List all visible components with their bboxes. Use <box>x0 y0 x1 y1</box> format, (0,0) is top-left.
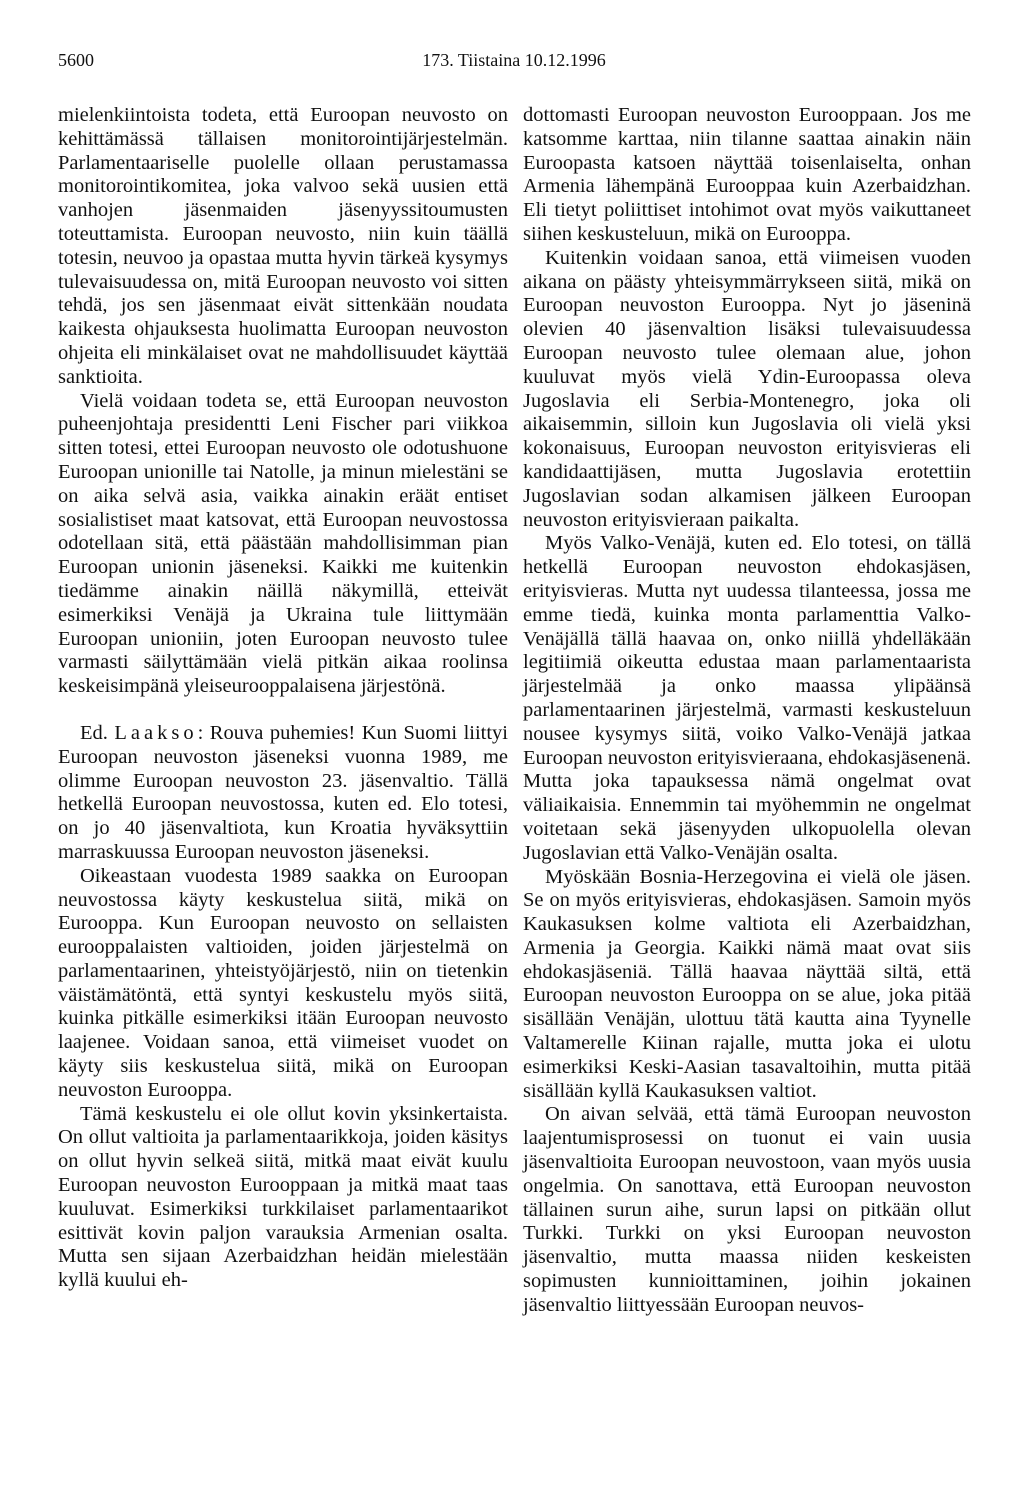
speaker-prefix: Ed. <box>80 721 108 744</box>
paragraph: Kuitenkin voidaan sanoa, että viimeisen vuoden aikana on päästy yhteisymmärrykseen siitä, mikä on Euroopan neuvoston Eurooppa. Nyt jo jäseninä olevien 40 jäsenvaltion lisäksi tulevaisuudessa Euroopan neuvosto tulee olemaan alue, johon kuuluvat myös vielä Ydin-Euroopassa oleva Jugoslavia eli Serbia-Montenegro, joka oli aikaisemmin, silloin kun Jugoslavia oli vielä yksi kokonaisuus, Euroopan neuvoston erityisvieras eli kandidaattijäsen, mutta Jugoslavia erotettiin Jugoslavian sodan alkamisen jälkeen Euroopan neuvoston erityisvieraan paikalta. <box>523 246 971 531</box>
paragraph: Tämä keskustelu ei ole ollut kovin yksinkertaista. On ollut valtioita ja parlamentaarikkoja, joiden käsitys on ollut hyvin selkeä siitä, mitkä maat eivät kuulu Euroopan neuvoston Eurooppaan ja mitkä maat taas kuuluvat. Esimerkiksi turkkilaiset parlamentaarikot esittivät kovin paljon varauksia Armenian osalta. Mutta sen sijaan Azerbaidzhan heidän mielestään kyllä kuului eh- <box>58 1102 508 1292</box>
paragraph: dottomasti Euroopan neuvoston Eurooppaan. Jos me katsomme karttaa, niin tilanne saattaa ainakin näin Euroopasta katsoen näyttää toisenlaiselta, onhan Armenia lähempänä Eurooppaa kuin Azerbaidzhan. Eli tietyt poliittiset intohimot ovat myös vaikuttaneet siihen keskusteluun, mikä on Eurooppa. <box>523 104 971 245</box>
paragraph: On aivan selvää, että tämä Euroopan neuvoston laajentumisprosessi on tuonut ei vain uusia jäsenvaltioita Euroopan neuvostoon, vaan myös uusia ongelmia. On sanottava, että Euroopan neuvoston tällainen surun aihe, surun lapsi on pitkään ollut Turkki. Turkki on yksi Euroopan neuvoston jäsenvaltio, mutta maassa niiden keskeisten sopimusten kunnioittaminen, joihin jokainen jäsenvaltio liittyessään Euroopan neuvos- <box>523 1103 971 1316</box>
page-number: 5600 <box>58 50 94 70</box>
paragraph: Myöskään Bosnia-Herzegovina ei vielä ole jäsen. Se on myös erityisvieras, ehdokasjäsen. Samoin myös Kaukasuksen kolme valtiota eli Azerbaidzhan, Armenia ja Georgia. Kaikki nämä maat ovat siis ehdokasjäseniä. Tällä haavaa näyttää siltä, että Euroopan neuvoston Eurooppa on se alue, joka pitää sisällään Venäjän, ulottuu tätä kautta aina Tyynelle Valtamerelle Kiinan rajalle, mutta joka ei ulotu esimerkiksi Keski-Aasian tasavaltoihin, mutta pitää sisällään kyllä Kaukasuksen valtiot. <box>523 865 971 1102</box>
speech-text: : Rouva puhemies! Kun Suomi liittyi Euroopan neuvoston jäseneksi vuonna 1989, me olimme Euroopan neuvoston 23. jäsenvaltio. Tällä hetkellä Euroopan neuvostossa, kuten ed. Elo totesi, on jo 40 jäsenvaltiota, kun Kroatia hyväksyttiin marraskuussa Euroopan neuvoston jäseneksi. <box>58 721 508 863</box>
left-column <box>58 104 508 1293</box>
page-header <box>58 50 970 76</box>
paragraph: mielenkiintoista todeta, että Euroopan neuvosto on kehittämässä tällaisen monitorointijärjestelmän. Parlamentaariselle puolelle ollaan perustamassa monitorointikomitea, joka valvoo sekä uusien että vanhojen jäsenmaiden jäsenyyssitoumusten toteuttamista. Euroopan neuvosto, niin kuin täällä totesin, neuvoo ja opastaa mutta hyvin tärkeä kysymys tulevaisuudessa on, mitä Euroopan neuvosto voi sitten tehdä, jos sen jäsenmaat eivät sittenkään noudata kaikesta ohjauksesta huolimatta Euroopan neuvoston ohjeita eli minkälaiset ovat ne mahdollisuudet käyttää sanktioita. <box>58 104 508 388</box>
paragraph: Oikeastaan vuodesta 1989 saakka on Euroopan neuvostossa käyty keskustelua siitä, mikä on Eurooppa. Kun Euroopan neuvosto on sellaisten eurooppalaisten valtioiden, joiden järjestelmä on parlamentaarinen, yhteistyöjärjestö, niin on tietenkin väistämätöntä, että syntyi keskustelu myös siitä, kuinka pitkälle esimerkiksi itään Euroopan neuvosto laajenee. Voidaan sanoa, että viimeiset vuodet on käyty siis keskustelua siitä, mikä on Euroopan neuvoston Eurooppa. <box>58 864 508 1101</box>
speaker-paragraph <box>58 722 508 865</box>
paragraph: Vielä voidaan todeta se, että Euroopan neuvoston puheenjohtaja presidentti Leni Fischer pari viikkoa sitten totesi, ettei Euroopan neuvosto ole odotushuone Euroopan unionille tai Natolle, ja minun mielestäni se on aika selvä asia, vaikka ainakin eräät entiset sosialistiset maat katsovat, että Euroopan neuvostossa odotellaan sitä, että päästään mahdollisimman pian Euroopan unionin jäseneksi. Kaikki me kuitenkin tiedämme ainakin näillä näkymillä, etteivät esimerkiksi Venäjä ja Ukraina tule liittymään Euroopan unioniin, joten Euroopan neuvosto tulee varmasti säilyttämään vielä pitkän aikaa roolinsa keskeisimpänä yleiseurooppalaisena järjestönä. <box>58 389 508 698</box>
paragraph: Myös Valko-Venäjä, kuten ed. Elo totesi, on tällä hetkellä Euroopan neuvoston ehdokasjäsen, erityisvieras. Mutta nyt uudessa tilanteessa, jossa me emme tiedä, kuinka monta parlamenttia Valko-Venäjällä tällä haavaa on, onko niillä yhdelläkään legitiimiä oikeutta edustaa maan parlamentaarista järjestelmää ja onko maassa ylipäänsä parlamentaarinen järjestelmä, varmasti keskusteluun nousee kysymys siitä, voiko Valko-Venäjä jatkaa Euroopan neuvoston erityisvieraana, ehdokasjäsenenä. Mutta joka tapauksessa nämä ongelmat ovat väliaikaisia. Ennemmin tai myöhemmin ne ongelmat voitetaan sekä jäsenyyden ulkopuolella olevan Jugoslavian että Valko-Venäjän osalta. <box>523 532 971 864</box>
paragraph-gap <box>58 699 508 722</box>
speaker-name: Laakso <box>114 721 198 744</box>
right-column <box>523 104 971 1318</box>
session-title: 173. Tiistaina 10.12.1996 <box>422 50 606 70</box>
